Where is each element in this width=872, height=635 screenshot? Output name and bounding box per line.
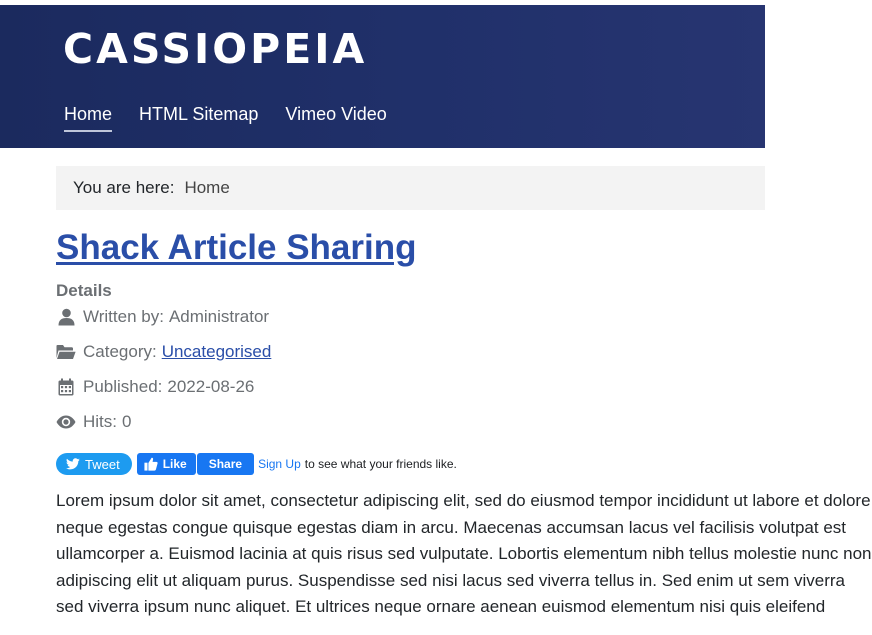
main-nav bbox=[64, 102, 414, 132]
user-icon bbox=[56, 307, 76, 327]
hits-row bbox=[56, 412, 131, 432]
article-body-line: ullamcorper a. Euismod lacinia at quis risus sed vulputate. Lobortis elementum nibh tellus molestie nunc non bbox=[56, 544, 872, 563]
author-row bbox=[56, 307, 269, 327]
breadcrumb bbox=[56, 166, 765, 210]
written-by-label: Written by: bbox=[83, 307, 164, 326]
breadcrumb-prefix: You are here: bbox=[73, 178, 175, 197]
like-label: Like bbox=[162, 457, 187, 471]
article-body-line: neque egestas congue quisque egestas diam in arcu. Maecenas accumsan lacus vel facilisis volutpat est bbox=[56, 517, 847, 537]
nav-item-html-sitemap[interactable]: HTML Sitemap bbox=[139, 104, 259, 124]
nav-item-vimeo-video[interactable]: Vimeo Video bbox=[285, 104, 387, 124]
published-date: 2022-08-26 bbox=[167, 377, 255, 396]
eye-icon bbox=[56, 412, 76, 432]
calendar-icon bbox=[56, 377, 76, 397]
facebook-signup-text: to see what your friends like. bbox=[304, 457, 457, 471]
facebook-share-button[interactable]: Share bbox=[197, 453, 254, 475]
article-body bbox=[56, 488, 872, 621]
article-body-line: sed viverra ipsum nunc aliquet. Et ultrices neque ornare aenean euismod elementum nisi quis eleifend bbox=[56, 597, 826, 616]
tweet-button[interactable] bbox=[56, 453, 132, 475]
hits-count: 0 bbox=[122, 412, 132, 431]
author-name: Administrator bbox=[168, 307, 270, 326]
facebook-signup-link[interactable]: Sign Up bbox=[258, 457, 301, 471]
site-header bbox=[0, 0, 765, 148]
facebook-like-button[interactable] bbox=[137, 453, 196, 475]
article-body-line: Lorem ipsum dolor sit amet, consectetur adipiscing elit, sed do eiusmod tempor incididunt ut labore et dolore bbox=[56, 491, 871, 510]
social-sharing-bar bbox=[56, 453, 457, 475]
details-heading: Details bbox=[56, 281, 112, 300]
article-title-link[interactable]: Shack Article Sharing bbox=[56, 228, 417, 267]
category-label: Category: bbox=[83, 342, 157, 361]
site-brand-logo[interactable]: CASSIOPEIA bbox=[63, 25, 368, 73]
hits-label: Hits: bbox=[83, 412, 117, 431]
thumbs-up-icon bbox=[144, 457, 158, 471]
category-link[interactable]: Uncategorised bbox=[161, 342, 272, 361]
category-row bbox=[56, 342, 271, 362]
tweet-label: Tweet bbox=[85, 456, 120, 472]
article-body-line: adipiscing elit ut aliquam purus. Suspendisse sed nisi lacus sed viverra tellus in. Sed enim ut sem viverra bbox=[56, 570, 845, 590]
breadcrumb-current: Home bbox=[184, 178, 230, 197]
published-label: Published: bbox=[83, 377, 163, 396]
published-row bbox=[56, 377, 254, 397]
twitter-bird-icon bbox=[66, 458, 80, 470]
nav-item-home[interactable]: Home bbox=[64, 102, 112, 132]
folder-open-icon bbox=[56, 342, 76, 362]
